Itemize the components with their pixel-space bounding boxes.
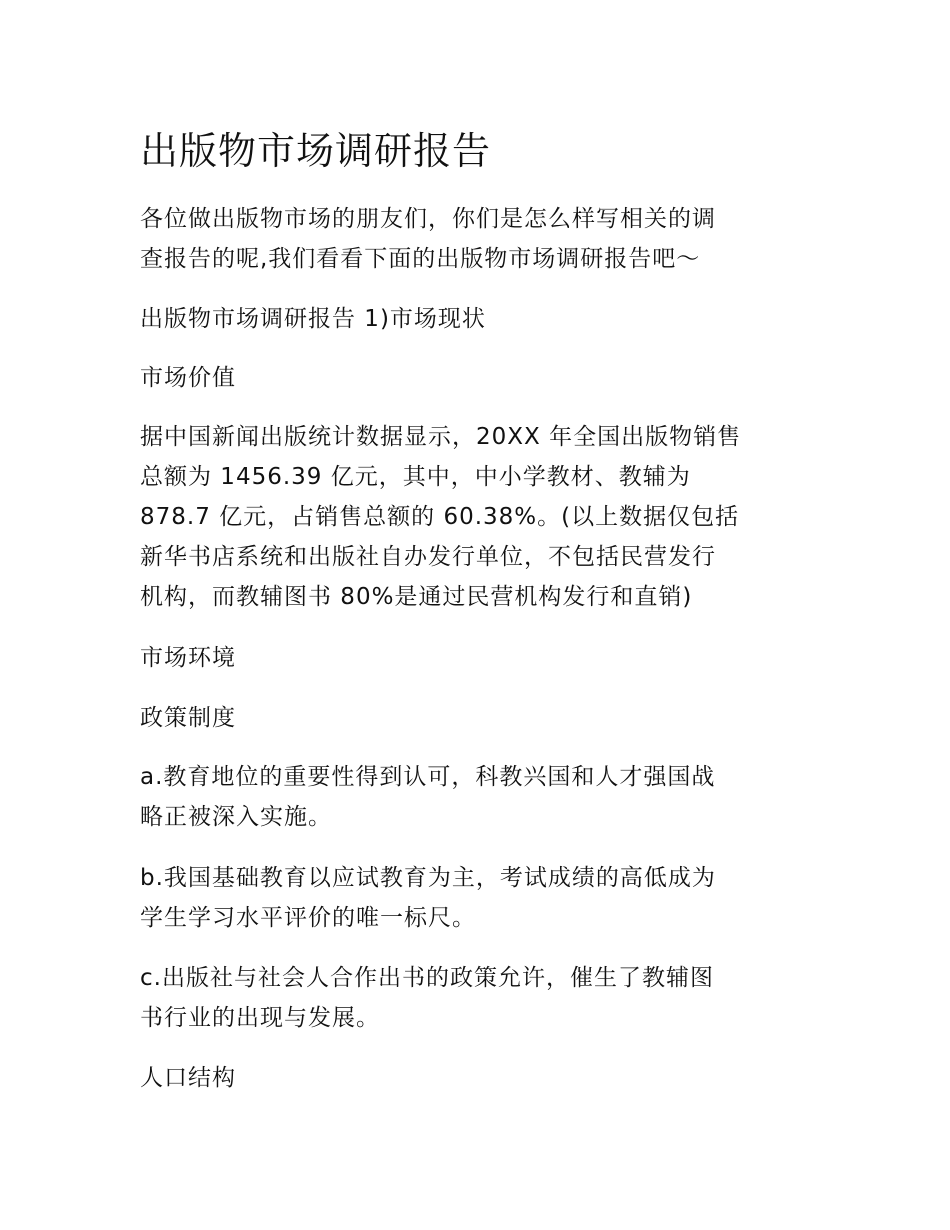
intro-line: 各位做出版物市场的朋友们，你们是怎么样写相关的调 (140, 206, 716, 232)
intro-paragraph (140, 199, 820, 279)
policy-point-c (140, 958, 820, 1038)
section-heading-market-status: 出版物市场调研报告 1)市场现状 (140, 306, 486, 332)
policy-point-line: 学生学习水平评价的唯一标尺。 (140, 905, 476, 931)
policy-point-line: a.教育地位的重要性得到认可，科教兴国和人才强国战 (140, 764, 716, 790)
stats-line: 878.7 亿元，占销售总额的 60.38%。(以上数据仅包括 (140, 504, 740, 530)
policy-point-a (140, 757, 820, 837)
policy-point-line: b.我国基础教育以应试教育为主，考试成绩的高低成为 (140, 865, 716, 891)
stats-paragraph (140, 417, 820, 617)
stats-line: 机构，而教辅图书 80%是通过民营机构发行和直销) (140, 584, 693, 610)
policy-point-line: 略正被深入实施。 (140, 804, 332, 830)
policy-point-b (140, 858, 820, 938)
stats-line: 据中国新闻出版统计数据显示，20XX 年全国出版物销售 (140, 424, 742, 450)
subheading-market-environment: 市场环境 (140, 645, 236, 671)
intro-line: 查报告的呢,我们看看下面的出版物市场调研报告吧～ (140, 246, 701, 272)
subheading-population-structure: 人口结构 (140, 1065, 236, 1091)
subheading-policy: 政策制度 (140, 705, 236, 731)
stats-line: 总额为 1456.39 亿元，其中，中小学教材、教辅为 (140, 464, 691, 490)
page-title: 出版物市场调研报告 (140, 129, 492, 173)
subheading-market-value: 市场价值 (140, 365, 236, 391)
stats-line: 新华书店系统和出版社自办发行单位，不包括民营发行 (140, 544, 716, 570)
policy-point-line: c.出版社与社会人合作出书的政策允许，催生了教辅图 (140, 965, 714, 991)
policy-point-line: 书行业的出现与发展。 (140, 1005, 380, 1031)
